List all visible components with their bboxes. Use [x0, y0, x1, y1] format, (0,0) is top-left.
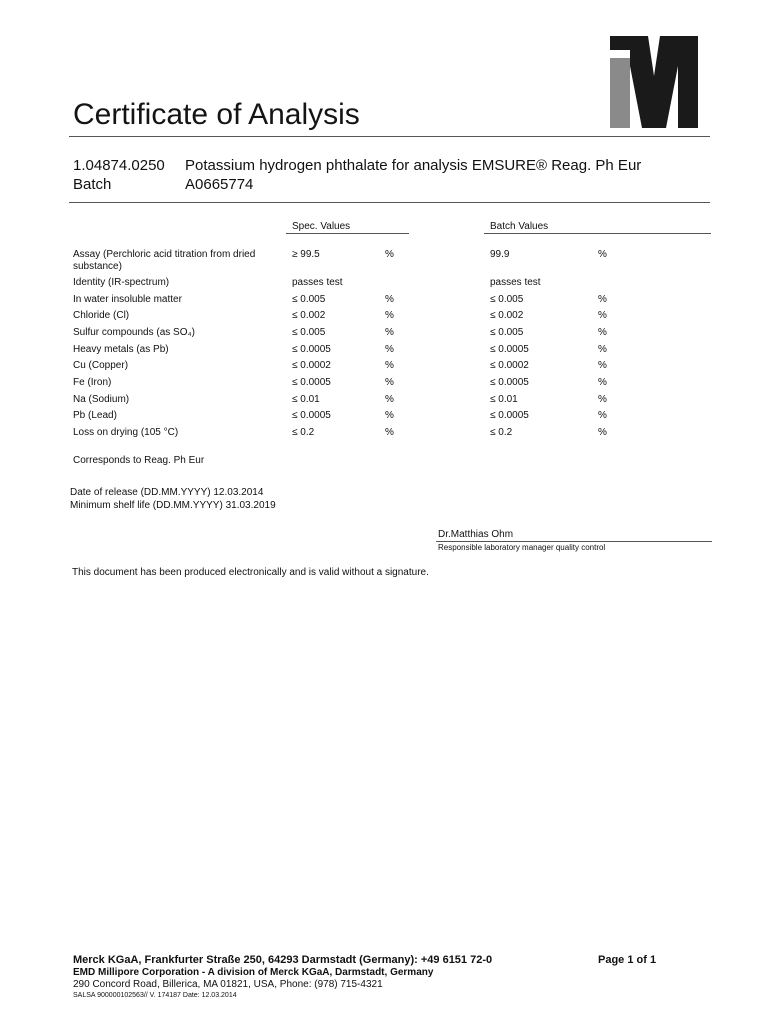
- footer-address-line: Merck KGaA, Frankfurter Straße 250, 64293 Darmstadt (Germany): +49 6151 72-0: [73, 954, 493, 966]
- spec-value: ≤ 0.01: [292, 394, 320, 405]
- page-number: Page 1 of 1: [598, 954, 657, 966]
- test-name: Cu (Copper): [73, 360, 129, 371]
- batch-value: A0665774: [185, 176, 254, 193]
- test-name: Assay (Perchloric acid titration from dried substance): [73, 249, 256, 272]
- batch-value: ≤ 0.2: [490, 427, 513, 438]
- spec-value: passes test: [292, 277, 343, 288]
- shelf-life: Minimum shelf life (DD.MM.YYYY) 31.03.2019: [70, 500, 276, 511]
- test-name: In water insoluble matter: [73, 294, 182, 305]
- spec-value: ≤ 0.005: [292, 327, 326, 338]
- batch-unit: %: [598, 360, 607, 371]
- batch-unit: %: [598, 377, 607, 388]
- batch-values-header: Batch Values: [490, 221, 549, 232]
- batch-value: ≤ 0.002: [490, 310, 524, 321]
- product-number: 1.04874.0250: [73, 157, 165, 174]
- batch-unit: %: [598, 344, 607, 355]
- batch-value: ≤ 0.0005: [490, 377, 529, 388]
- test-name: Loss on drying (105 °C): [73, 427, 179, 438]
- footer-salsa-id: SALSA 900000102563// V. 174187 Date: 12.03.2014: [73, 992, 237, 999]
- spec-unit: %: [385, 344, 394, 355]
- spec-unit: %: [385, 427, 394, 438]
- validity-note: This document has been produced electronically and is valid without a signature.: [72, 567, 429, 578]
- batch-unit: %: [598, 427, 607, 438]
- title-divider: [69, 136, 710, 137]
- spec-unit: %: [385, 327, 394, 338]
- signature-line: [436, 541, 712, 542]
- test-name: Na (Sodium): [73, 394, 130, 405]
- signatory-role: Responsible laboratory manager quality control: [438, 543, 606, 552]
- test-name: Heavy metals (as Pb): [73, 344, 169, 355]
- batch-unit: %: [598, 410, 607, 421]
- test-name: Fe (Iron): [73, 377, 112, 388]
- batch-label: Batch: [73, 176, 112, 193]
- batch-value: passes test: [490, 277, 541, 288]
- test-name: Chloride (Cl): [73, 310, 130, 321]
- spec-header-underline: [286, 233, 409, 234]
- spec-unit: %: [385, 377, 394, 388]
- spec-value: ≤ 0.0005: [292, 377, 331, 388]
- spec-unit: %: [385, 310, 394, 321]
- batch-unit: %: [598, 249, 607, 260]
- product-name: Potassium hydrogen phthalate for analysis EMSURE® Reag. Ph Eur: [185, 157, 642, 174]
- page-title: Certificate of Analysis: [73, 98, 360, 131]
- spec-value: ≤ 0.2: [292, 427, 315, 438]
- spec-value: ≤ 0.002: [292, 310, 326, 321]
- spec-unit: %: [385, 410, 394, 421]
- spec-unit: %: [385, 294, 394, 305]
- batch-unit: %: [598, 294, 607, 305]
- corresponds-note: Corresponds to Reag. Ph Eur: [73, 455, 205, 466]
- batch-unit: %: [598, 394, 607, 405]
- spec-value: ≤ 0.0002: [292, 360, 331, 371]
- merck-logo: [610, 36, 698, 128]
- footer-division-line: EMD Millipore Corporation - A division of Merck KGaA, Darmstadt, Germany: [73, 967, 434, 978]
- batch-value: ≤ 0.01: [490, 394, 518, 405]
- spec-value: ≥ 99.5: [292, 249, 320, 260]
- batch-header-underline: [484, 233, 711, 234]
- batch-value: ≤ 0.0005: [490, 410, 529, 421]
- spec-unit: %: [385, 394, 394, 405]
- product-divider: [69, 202, 710, 203]
- batch-value: ≤ 0.0005: [490, 344, 529, 355]
- batch-value: 99.9: [490, 249, 510, 260]
- spec-value: ≤ 0.005: [292, 294, 326, 305]
- spec-unit: %: [385, 249, 394, 260]
- spec-unit: %: [385, 360, 394, 371]
- spec-value: ≤ 0.0005: [292, 410, 331, 421]
- footer-us-address: 290 Concord Road, Billerica, MA 01821, USA, Phone: (978) 715-4321: [73, 979, 383, 990]
- test-name: Pb (Lead): [73, 410, 117, 421]
- batch-value: ≤ 0.005: [490, 327, 524, 338]
- release-date: Date of release (DD.MM.YYYY) 12.03.2014: [70, 487, 264, 498]
- signatory-name: Dr.Matthias Ohm: [438, 529, 514, 540]
- batch-unit: %: [598, 310, 607, 321]
- batch-value: ≤ 0.005: [490, 294, 524, 305]
- spec-values-header: Spec. Values: [292, 221, 351, 232]
- batch-value: ≤ 0.0002: [490, 360, 529, 371]
- batch-unit: %: [598, 327, 607, 338]
- test-name: Identity (IR-spectrum): [73, 277, 170, 288]
- test-name: Sulfur compounds (as SO₄): [73, 327, 195, 338]
- spec-value: ≤ 0.0005: [292, 344, 331, 355]
